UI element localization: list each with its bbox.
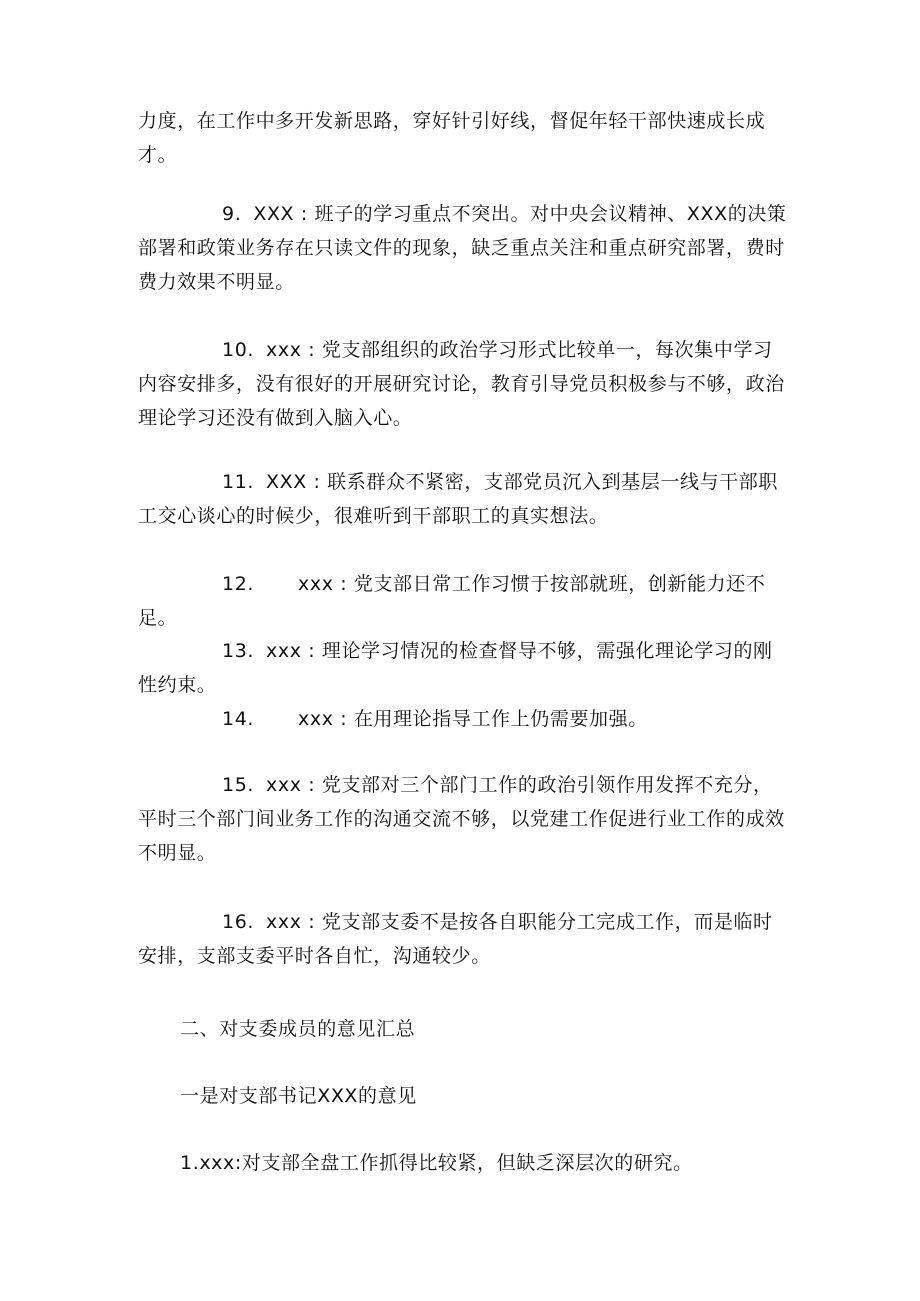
sub-heading xyxy=(138,1079,788,1113)
item-number: 13. xyxy=(222,640,255,662)
list-item-11: 11. XXX : 联系群众不紧密，支部党员沉入到基层一线与干部职工交心谈心的时候少，很难听到干部职工的真实想法。 xyxy=(138,465,788,533)
item-name: xxx xyxy=(298,708,334,730)
item-name: xxx xyxy=(266,911,302,933)
subheading-text: 一是对支部书记XXX的意见 xyxy=(180,1085,417,1107)
paragraph-text: 力度，在工作中多开发新思路，穿好针引好线，督促年轻干部快速成长成才。 xyxy=(138,110,766,166)
section-heading xyxy=(138,1012,788,1046)
list-item-9: 9. XXX : 班子的学习重点不突出。对中央会议精神、XXX的决策部署和政策业务存在只读文件的现象，缺乏重点关注和重点研究部署，费时费力效果不明显。 xyxy=(138,197,788,299)
item-name: XXX xyxy=(253,203,295,225)
item-name: xxx xyxy=(266,774,302,796)
list-item-12: 12. xxx : 党支部日常工作习惯于按部就班，创新能力还不足。 xyxy=(138,567,788,635)
item-text: 党支部对三个部门工作的政治引领作用发挥不充分，平时三个部门间业务工作的沟通交流不够，以党建工作促进行业工作的成效不明显。 xyxy=(138,774,785,864)
item-number: 16. xyxy=(222,911,255,933)
list-item-15: 15. xxx : 党支部对三个部门工作的政治引领作用发挥不充分，平时三个部门间业务工作的沟通交流不够，以党建工作促进行业工作的成效不明显。 xyxy=(138,768,788,870)
item-number: 14. xyxy=(222,708,255,730)
item-text: 班子的学习重点不突出。对中央会议精神、XXX的决策部署和政策业务存在只读文件的现象，缺乏重点关注和重点研究部署，费时费力效果不明显。 xyxy=(138,203,787,293)
list-item-14: 14. xxx : 在用理论指导工作上仍需要加强。 xyxy=(138,702,788,736)
list-item-10: 10. xxx : 党支部组织的政治学习形式比较单一，每次集中学习内容安排多，没有很好的开展研究讨论，教育引导党员积极参与不够，政治理论学习还没有做到入脑入心。 xyxy=(138,333,788,435)
item-text: 党支部支委不是按各自职能分工完成工作，而是临时安排，支部支委平时各自忙，沟通较少。 xyxy=(138,911,773,967)
heading-text: 二、对支委成员的意见汇总 xyxy=(180,1018,416,1040)
item-text: 理论学习情况的检查督导不够，需强化理论学习的刚性约束。 xyxy=(138,640,773,696)
item-number: 10. xyxy=(222,339,255,361)
item-number: 12. xyxy=(222,573,255,595)
item-name: xxx xyxy=(266,640,302,662)
item-text: 联系群众不紧密，支部党员沉入到基层一线与干部职工交心谈心的时候少，很难听到干部职工的真实想法。 xyxy=(138,471,778,527)
item-text: 党支部日常工作习惯于按部就班，创新能力还不足。 xyxy=(138,573,766,629)
item-name: xxx xyxy=(266,339,302,361)
opinion-text: 1.xxx:对支部全盘工作抓得比较紧，但缺乏深层次的研究。 xyxy=(180,1152,693,1174)
item-text: 党支部组织的政治学习形式比较单一，每次集中学习内容安排多，没有很好的开展研究讨论，教育引导党员积极参与不够，政治理论学习还没有做到入脑入心。 xyxy=(138,339,785,429)
paragraph-continuation xyxy=(138,104,788,172)
item-number: 9. xyxy=(222,203,242,225)
item-name: xxx xyxy=(298,573,334,595)
item-name: XXX xyxy=(266,471,307,493)
opinion-item-1 xyxy=(138,1146,788,1180)
list-item-13: 13. xxx : 理论学习情况的检查督导不够，需强化理论学习的刚性约束。 xyxy=(138,634,788,702)
item-number: 15. xyxy=(222,774,255,796)
list-item-16: 16. xxx : 党支部支委不是按各自职能分工完成工作，而是临时安排，支部支委平时各自忙，沟通较少。 xyxy=(138,905,788,973)
item-text: 在用理论指导工作上仍需要加强。 xyxy=(353,708,648,730)
item-number: 11. xyxy=(222,471,255,493)
